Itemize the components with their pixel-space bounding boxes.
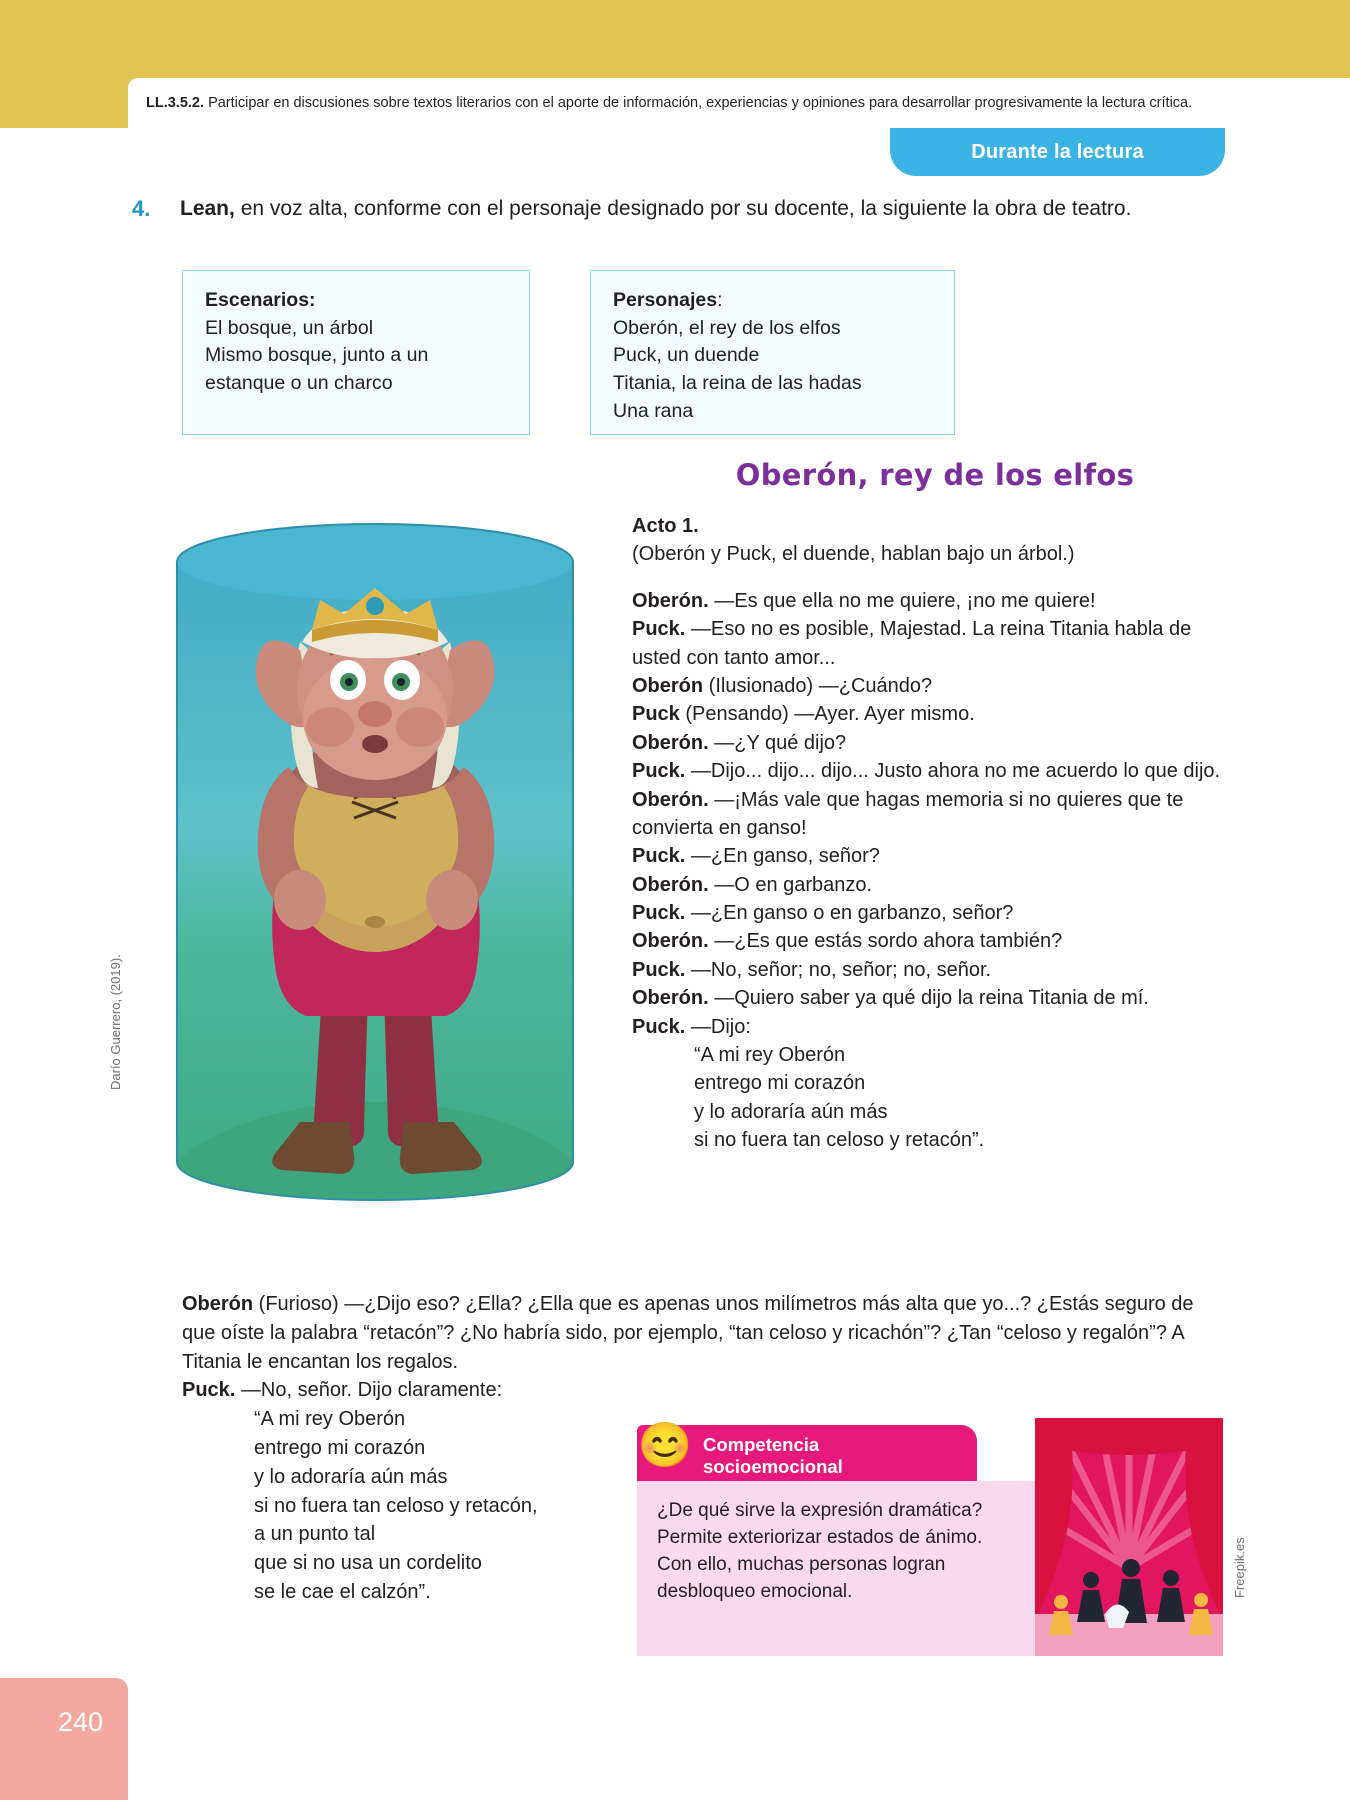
script-line xyxy=(632,786,1232,843)
script-line xyxy=(632,672,1232,700)
activity-number: 4. xyxy=(132,196,151,221)
script-line xyxy=(632,1013,1232,1041)
speaker: Oberón. xyxy=(632,589,709,612)
standard-text xyxy=(146,94,1192,112)
script-line xyxy=(632,842,1232,870)
standard-description: Participar en discusiones sobre textos literarios con el aporte de información, experiencias y opiniones para desarrollar progresivamente la lectura crítica. xyxy=(208,94,1193,111)
speaker: Oberón xyxy=(182,1293,254,1315)
script-line xyxy=(632,927,1232,955)
dialogue: —¿Cuándo? xyxy=(813,674,933,697)
dialogue: —Ayer. Ayer mismo. xyxy=(788,703,975,726)
stage-direction: (Oberón y Puck, el duende, hablan bajo un árbol.) xyxy=(632,543,1075,566)
dialogue: —¿Y qué dijo? xyxy=(708,731,847,754)
speaker: Puck. xyxy=(632,618,686,641)
dialogue: —¡Más vale que hagas memoria si no quieres que te convierta en ganso! xyxy=(632,788,1184,839)
dialogue: —¿Dijo eso? ¿Ella? ¿Ella que es apenas unos milímetros más alta que yo...? ¿Estás seguro de que oíste la palabra “retacón”? ¿No habría sido, por ejemplo, “tan celoso y ricachón”? ¿Tan “celoso y regalón”? A Titania le encantan los regalos. xyxy=(182,1293,1194,1373)
script-line xyxy=(632,729,1232,757)
illustration-credit: Darío Guerrero, (2019). xyxy=(108,954,123,1090)
verse-line: entrego mi corazón xyxy=(694,1072,866,1095)
personajes-title-row xyxy=(613,287,934,315)
speaker: Oberón. xyxy=(632,930,709,953)
verse-line: a un punto tal xyxy=(254,1523,376,1546)
theatre-photo-svg xyxy=(1035,1418,1223,1656)
dialogue: —Es que ella no me quiere, ¡no me quiere! xyxy=(708,589,1096,612)
dialogue: —No, señor; no, señor; no, señor. xyxy=(685,958,992,981)
standard-code: LL.3.5.2. xyxy=(146,94,205,111)
verse-line: que si no usa un cordelito xyxy=(254,1552,482,1575)
play-script xyxy=(632,512,1232,1155)
script-line xyxy=(632,700,1232,728)
personajes-title-colon: : xyxy=(717,289,723,311)
dialogue: —Eso no es posible, Majestad. La reina Titania habla de usted con tanto amor... xyxy=(632,618,1192,669)
speaker: Puck. xyxy=(632,760,686,783)
verse-line: “A mi rey Oberón xyxy=(254,1408,406,1431)
verse-line: y lo adoraría aún más xyxy=(694,1100,888,1123)
stage-dir: (Pensando) xyxy=(679,703,789,726)
script-line xyxy=(632,615,1232,672)
competencia-title-line1: Competencia xyxy=(703,1434,820,1455)
photo-credit: Freepik.es xyxy=(1232,1537,1247,1598)
spacer xyxy=(632,569,1232,587)
verse-line: si no fuera tan celoso y retacón, xyxy=(254,1494,538,1517)
script-line xyxy=(182,1290,1222,1376)
personajes-line: Una rana xyxy=(613,399,694,422)
verse-line: si no fuera tan celoso y retacón”. xyxy=(694,1129,985,1152)
dialogue: —O en garbanzo. xyxy=(708,873,873,896)
speaker: Puck. xyxy=(182,1379,236,1402)
verse-line: se le cae el calzón”. xyxy=(254,1580,431,1603)
page-number-tab xyxy=(0,1678,128,1800)
dialogue: —¿En ganso o en garbanzo, señor? xyxy=(685,902,1014,925)
escenarios-box xyxy=(182,270,530,435)
dialogue: —Dijo: xyxy=(685,1015,751,1038)
personajes-box xyxy=(590,270,955,435)
smiley-icon: 😊 xyxy=(637,1421,693,1470)
speaker: Puck. xyxy=(632,1015,686,1038)
script-line xyxy=(632,587,1232,615)
personajes-line: Oberón, el rey de los elfos xyxy=(613,316,841,339)
script-line xyxy=(632,956,1232,984)
speaker: Puck. xyxy=(632,902,686,925)
activity-instruction-rest: en voz alta, conforme con el personaje designado por su docente, la siguiente la obra de teatro. xyxy=(234,197,1132,220)
dialogue: —Quiero saber ya qué dijo la reina Titania de mí. xyxy=(708,987,1149,1010)
standard-code-box xyxy=(128,78,1350,128)
script-line xyxy=(632,871,1232,899)
speaker: Oberón xyxy=(632,674,704,697)
dialogue: —¿En ganso, señor? xyxy=(685,845,880,868)
script-line xyxy=(182,1376,1222,1405)
escenarios-line: Mismo bosque, junto a un xyxy=(205,344,429,367)
personajes-title: Personajes xyxy=(613,289,718,311)
speaker: Puck. xyxy=(632,845,686,868)
play-title: Oberón, rey de los elfos xyxy=(735,458,1135,492)
verse-line: y lo adoraría aún más xyxy=(254,1465,448,1488)
competencia-title-line2: socioemocional xyxy=(703,1455,843,1477)
oberon-illustration-svg xyxy=(172,522,577,1242)
escenarios-line: El bosque, un árbol xyxy=(205,316,374,339)
section-tab-durante-la-lectura xyxy=(890,128,1225,176)
dialogue: —Dijo... dijo... dijo... Justo ahora no me acuerdo lo que dijo. xyxy=(685,760,1221,783)
verse-line: entrego mi corazón xyxy=(254,1436,426,1459)
script-line xyxy=(632,899,1232,927)
stage-dir: (Ilusionado) xyxy=(703,674,814,697)
speaker: Oberón. xyxy=(632,987,709,1010)
script-line xyxy=(632,984,1232,1012)
script-line xyxy=(632,757,1232,785)
oberon-illustration xyxy=(172,522,577,1242)
section-tab-label: Durante la lectura xyxy=(971,140,1144,163)
speaker: Oberón. xyxy=(632,731,709,754)
escenarios-line: estanque o un charco xyxy=(205,372,393,395)
dialogue: —No, señor. Dijo claramente: xyxy=(235,1379,503,1402)
activity-instruction-lead: Lean, xyxy=(180,197,235,220)
speaker: Oberón. xyxy=(632,788,709,811)
personajes-line: Puck, un duende xyxy=(613,344,760,367)
page-number: 240 xyxy=(58,1707,104,1737)
activity-instruction xyxy=(180,194,1210,224)
competencia-body: ¿De qué sirve la expresión dramática? Permite exteriorizar estados de ánimo. Con ello, muchas personas logran desbloqueo emocional. xyxy=(637,1481,1037,1656)
escenarios-title: Escenarios: xyxy=(205,289,316,311)
dialogue: —¿Es que estás sordo ahora también? xyxy=(708,930,1063,953)
act-label: Acto 1. xyxy=(632,515,699,537)
theatre-photo xyxy=(1035,1418,1223,1656)
verse-line: “A mi rey Oberón xyxy=(694,1044,846,1067)
speaker: Puck xyxy=(632,703,680,726)
stage-dir: (Furioso) xyxy=(253,1293,339,1315)
speaker: Oberón. xyxy=(632,873,709,896)
speaker: Puck. xyxy=(632,958,686,981)
personajes-line: Titania, la reina de las hadas xyxy=(613,372,862,395)
